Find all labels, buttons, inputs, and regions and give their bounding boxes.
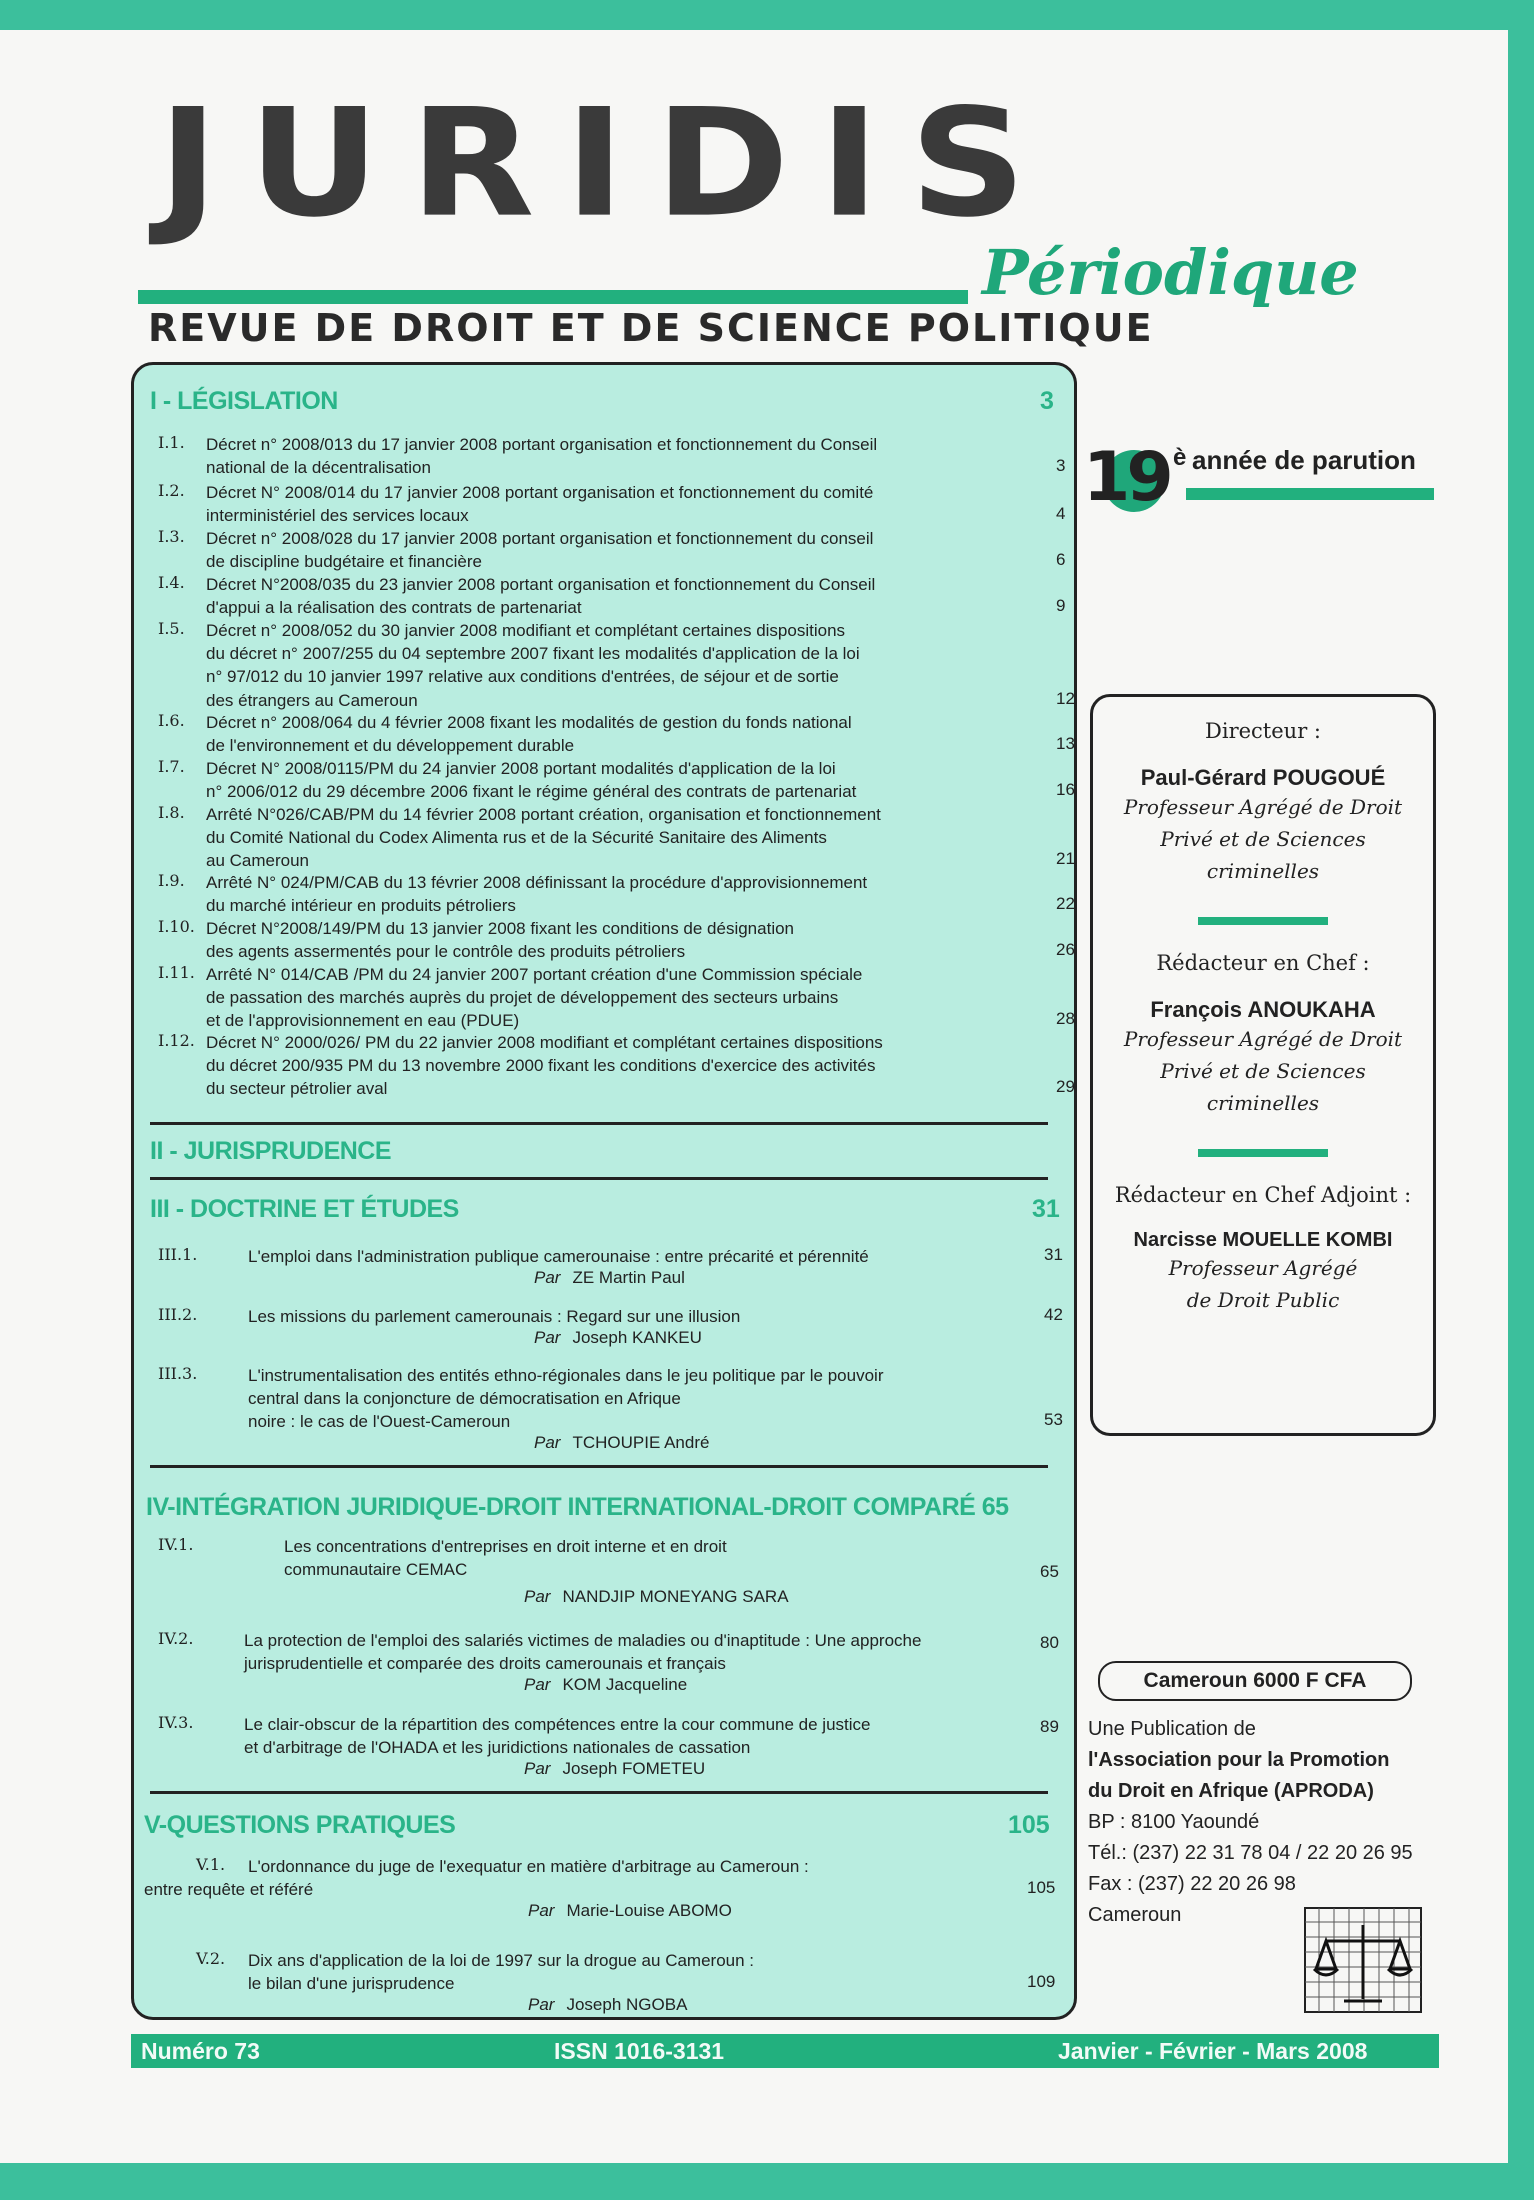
divider	[150, 1465, 1048, 1468]
entry-title-line: Décret N° 2008/0115/PM du 24 janvier 2008 portant modalités d'application de la loi	[206, 759, 836, 778]
entry-title-line: du marché intérieur en produits pétroliers	[206, 896, 516, 916]
issue-date: Janvier - Février - Mars 2008	[1058, 2038, 1368, 2064]
author-name: Joseph KANKEU	[572, 1328, 702, 1347]
entry-page-number: 105	[1027, 1878, 1056, 1897]
journal-logo: JURIDIS	[158, 77, 1057, 251]
masthead-green-rule	[138, 290, 968, 304]
author-name: NANDJIP MONEYANG SARA	[562, 1587, 789, 1606]
author-name: Joseph FOMETEU	[562, 1759, 706, 1778]
entry-author	[528, 1995, 687, 2015]
right-color-band	[1508, 30, 1534, 2163]
entry-page-number: 6	[1056, 550, 1066, 570]
entry-title-line: Le clair-obscur de la répartition des compétences entre la cour commune de justice	[244, 1715, 871, 1734]
price-label: Cameroun 6000 F CFA	[1098, 1661, 1412, 1701]
publisher-country: Cameroun	[1088, 1904, 1182, 1926]
entry-page-number: 26	[1056, 940, 1075, 960]
entry-title-line: L'instrumentalisation des entités ethno-régionales dans le jeu politique par le pouvoir	[248, 1366, 884, 1385]
entry-page-number: 22	[1056, 894, 1075, 914]
entry-page-number: 16	[1056, 780, 1075, 800]
entry-number: I.3.	[158, 527, 185, 546]
entry-number: I.5.	[158, 619, 185, 638]
section-legislation-page: 3	[1040, 387, 1054, 415]
director-title-1: Professeur Agrégé de Droit	[1123, 795, 1403, 819]
entry-title-line: Les concentrations d'entreprises en droit interne et en droit	[284, 1537, 727, 1556]
par-label: Par	[524, 1675, 551, 1694]
par-label: Par	[528, 1995, 555, 2014]
divider	[150, 1791, 1048, 1794]
publisher-line-3: du Droit en Afrique (APRODA)	[1088, 1780, 1374, 1802]
entry-number: I.2.	[158, 481, 185, 500]
bottom-color-band	[0, 2163, 1534, 2200]
badge-suffix: è	[1173, 444, 1187, 471]
deputy-name: Narcisse MOUELLE KOMBI	[1133, 1229, 1393, 1251]
entry-title-line: n° 2006/012 du 29 décembre 2006 fixant le régime général des contrats de partenariat	[206, 782, 857, 802]
entry-title-line: communautaire CEMAC	[284, 1560, 468, 1579]
par-label: Par	[524, 1587, 551, 1606]
entry-title-line: Décret n° 2008/013 du 17 janvier 2008 portant organisation et fonctionnement du Conseil	[206, 435, 878, 454]
entry-title-line: de l'environnement et du développement durable	[206, 736, 575, 756]
entry-title-line: et d'arbitrage de l'OHADA et les juridictions nationales de cassation	[244, 1738, 751, 1757]
entry-number: IV.1.	[158, 1535, 194, 1554]
section-integration-title: IV-INTÉGRATION JURIDIQUE-DROIT INTERNATIONAL-DROIT COMPARÉ 65	[146, 1493, 1009, 1521]
par-label: Par	[524, 1759, 551, 1778]
publisher-line-1: Une Publication de	[1088, 1718, 1256, 1740]
entry-author	[524, 1587, 789, 1607]
entry-title-line: Décret n° 2008/052 du 30 janvier 2008 modifiant et complétant certaines dispositions	[206, 621, 846, 640]
entry-number: V.2.	[196, 1949, 226, 1968]
entry-page-number: 109	[1027, 1972, 1056, 1991]
entry-author	[524, 1675, 687, 1695]
entry-page-number: 12	[1056, 688, 1075, 708]
entry-title-line: La protection de l'emploi des salariés victimes de maladies ou d'inaptitude : Une approche	[244, 1631, 922, 1650]
entry-number: V.1.	[196, 1855, 226, 1874]
entry-title-line: de discipline budgétaire et financière	[206, 552, 482, 572]
entry-page-number: 42	[1044, 1305, 1063, 1324]
footer-bar	[131, 2034, 1439, 2068]
entry-number: I.9.	[158, 871, 185, 890]
author-name: ZE Martin Paul	[572, 1268, 685, 1287]
entry-title-line: noire : le cas de l'Ouest-Cameroun	[248, 1412, 511, 1431]
entry-title-line: Décret n° 2008/064 du 4 février 2008 fixant les modalités de gestion du fonds national	[206, 713, 852, 732]
entry-page-number: 4	[1056, 504, 1066, 524]
entry-page-number: 31	[1044, 1245, 1063, 1264]
author-name: TCHOUPIE André	[572, 1433, 710, 1452]
entry-title-line: du décret 200/935 PM du 13 novembre 2000 fixant les conditions d'exercice des activités	[206, 1056, 876, 1076]
entry-page-number: 3	[1056, 456, 1066, 476]
entry-title-line: jurisprudentielle et comparée des droits camerounais et français	[244, 1654, 726, 1673]
entry-page-number: 21	[1056, 849, 1075, 869]
publisher-bp: BP : 8100 Yaoundé	[1088, 1811, 1260, 1833]
entry-title-line: Décret N°2008/035 du 23 janvier 2008 portant organisation et fonctionnement du Conseil	[206, 575, 876, 594]
editorial-staff-box	[1090, 694, 1436, 1436]
entry-number: III.3.	[158, 1364, 198, 1383]
editor-title-1: Professeur Agrégé de Droit	[1123, 1027, 1403, 1051]
director-title-2: Privé et de Sciences	[1160, 827, 1366, 851]
entry-title-line: Décret n° 2008/028 du 17 janvier 2008 portant organisation et fonctionnement du conseil	[206, 529, 874, 548]
entry-title-line: au Cameroun	[206, 851, 310, 871]
anniversary-green-bar	[1186, 488, 1434, 500]
entry-number: III.1.	[158, 1245, 198, 1264]
author-name: KOM Jacqueline	[562, 1675, 688, 1694]
staff-separator	[1198, 1149, 1328, 1157]
entry-number: IV.3.	[158, 1713, 194, 1732]
periodique-label: Périodique	[982, 236, 1359, 309]
publisher-fax: Fax : (237) 22 20 26 98	[1088, 1873, 1296, 1895]
par-label: Par	[534, 1433, 561, 1452]
entry-page-number: 28	[1056, 1009, 1075, 1029]
publisher-tel: Tél.: (237) 22 31 78 04 / 22 20 26 95	[1088, 1842, 1413, 1864]
entry-title-line: du secteur pétrolier aval	[206, 1079, 388, 1099]
section-legislation-title: I - LÉGISLATION	[150, 387, 338, 415]
entry-author	[534, 1433, 709, 1453]
par-label: Par	[534, 1268, 561, 1287]
entry-title-line: entre requête et référé	[144, 1880, 314, 1899]
director-name: Paul-Gérard POUGOUÉ	[1140, 765, 1386, 790]
entry-title-line: de passation des marchés auprès du projet de développement des secteurs urbains	[206, 988, 839, 1008]
entry-title-line: Décret N° 2008/014 du 17 janvier 2008 portant organisation et fonctionnement du comité	[206, 483, 874, 502]
section-questions-page: 105	[1008, 1811, 1050, 1839]
entry-page-number: 9	[1056, 596, 1066, 616]
entry-author	[528, 1901, 732, 1921]
publisher-line-2: l'Association pour la Promotion	[1088, 1749, 1390, 1771]
issn: ISSN 1016-3131	[554, 2038, 725, 2064]
entry-author	[534, 1328, 702, 1348]
editor-title-3: criminelles	[1206, 1091, 1320, 1115]
section-doctrine-title: III - DOCTRINE ET ÉTUDES	[150, 1195, 459, 1223]
par-label: Par	[534, 1328, 561, 1347]
entry-title-line: Dix ans d'application de la loi de 1997 sur la drogue au Cameroun :	[248, 1951, 755, 1970]
entry-number: IV.2.	[158, 1629, 194, 1648]
journal-subtitle: REVUE DE DROIT ET DE SCIENCE POLITIQUE	[148, 306, 1154, 350]
entry-title-line: du Comité National du Codex Alimenta rus et de la Sécurité Sanitaire des Aliments	[206, 828, 827, 848]
entry-author	[534, 1268, 685, 1288]
entry-title-line: d'appui a la réalisation des contrats de partenariat	[206, 598, 582, 618]
director-role: Directeur :	[1205, 719, 1321, 743]
entry-title-line: L'ordonnance du juge de l'exequatur en matière d'arbitrage au Cameroun :	[248, 1857, 809, 1876]
section-jurisprudence-title: II - JURISPRUDENCE	[150, 1137, 392, 1165]
entry-title-line: le bilan d'une jurisprudence	[248, 1974, 455, 1993]
scales-of-justice-icon	[1304, 1907, 1422, 2013]
entry-title-line: des étrangers au Cameroun	[206, 690, 418, 710]
deputy-role: Rédacteur en Chef Adjoint :	[1114, 1183, 1412, 1207]
entry-author	[524, 1759, 705, 1779]
section-questions-title: V-QUESTIONS PRATIQUES	[144, 1811, 456, 1839]
divider	[150, 1122, 1048, 1125]
entry-title-line: n° 97/012 du 10 janvier 1997 relative aux conditions d'entrées, de séjour et de sortie	[206, 667, 839, 687]
entry-title-line: et de l'approvisionnement en eau (PDUE)	[206, 1011, 520, 1031]
entry-title-line: L'emploi dans l'administration publique camerounaise : entre précarité et pérennité	[248, 1247, 869, 1266]
anniversary-badge	[1083, 432, 1187, 532]
entry-page-number: 13	[1056, 734, 1075, 754]
entry-title-line: du décret n° 2007/255 du 04 septembre 2007 fixant les modalités d'application de la loi	[206, 644, 860, 664]
entry-title-line: Arrêté N°026/CAB/PM du 14 février 2008 portant création, organisation et fonctionnement	[206, 805, 881, 824]
table-of-contents	[131, 362, 1077, 2020]
entry-page-number: 65	[1040, 1562, 1059, 1581]
editor-role: Rédacteur en Chef :	[1156, 951, 1370, 975]
entry-number: I.1.	[158, 433, 185, 452]
entry-title-line: interministériel des services locaux	[206, 506, 469, 526]
entry-number: I.7.	[158, 757, 185, 776]
deputy-title-2: de Droit Public	[1186, 1288, 1340, 1312]
author-name: Marie-Louise ABOMO	[566, 1901, 732, 1920]
divider	[150, 1177, 1048, 1180]
badge-number: 19	[1083, 438, 1170, 517]
entry-number: I.12.	[158, 1031, 195, 1050]
section-doctrine-page: 31	[1032, 1195, 1060, 1223]
entry-title-line: national de la décentralisation	[206, 458, 431, 478]
entry-number: I.11.	[158, 963, 195, 982]
top-color-band	[0, 0, 1534, 30]
entry-number: III.2.	[158, 1305, 198, 1324]
entry-page-number: 80	[1040, 1633, 1059, 1652]
entry-page-number: 29	[1056, 1077, 1075, 1097]
author-name: Joseph NGOBA	[566, 1995, 688, 2014]
deputy-title-1: Professeur Agrégé	[1168, 1256, 1358, 1280]
staff-separator	[1198, 917, 1328, 925]
entry-number: I.8.	[158, 803, 185, 822]
publisher-info	[1088, 1714, 1448, 1931]
entry-number: I.4.	[158, 573, 185, 592]
entry-title-line: Décret N°2008/149/PM du 13 janvier 2008 fixant les conditions de désignation	[206, 919, 795, 938]
director-title-3: criminelles	[1206, 859, 1320, 883]
entry-page-number: 89	[1040, 1717, 1059, 1736]
entry-title-line: Les missions du parlement camerounais : Regard sur une illusion	[248, 1307, 741, 1326]
entry-title-line: Arrêté N° 014/CAB /PM du 24 janvier 2007 portant création d'une Commission spéciale	[206, 965, 863, 984]
entry-title-line: central dans la conjoncture de démocratisation en Afrique	[248, 1389, 681, 1408]
entry-number: I.10.	[158, 917, 195, 936]
entry-number: I.6.	[158, 711, 185, 730]
entry-title-line: Décret N° 2000/026/ PM du 22 janvier 2008 modifiant et complétant certaines dispositions	[206, 1033, 883, 1052]
entry-page-number: 53	[1044, 1410, 1063, 1429]
par-label: Par	[528, 1901, 555, 1920]
entry-title-line: Arrêté N° 024/PM/CAB du 13 février 2008 définissant la procédure d'approvisionnement	[206, 873, 868, 892]
anniversary-text: année de parution	[1192, 445, 1416, 475]
issue-number: Numéro 73	[141, 2038, 260, 2064]
entry-title-line: des agents assermentés pour le contrôle des produits pétroliers	[206, 942, 686, 962]
editor-title-2: Privé et de Sciences	[1160, 1059, 1366, 1083]
editor-name: François ANOUKAHA	[1150, 997, 1376, 1022]
